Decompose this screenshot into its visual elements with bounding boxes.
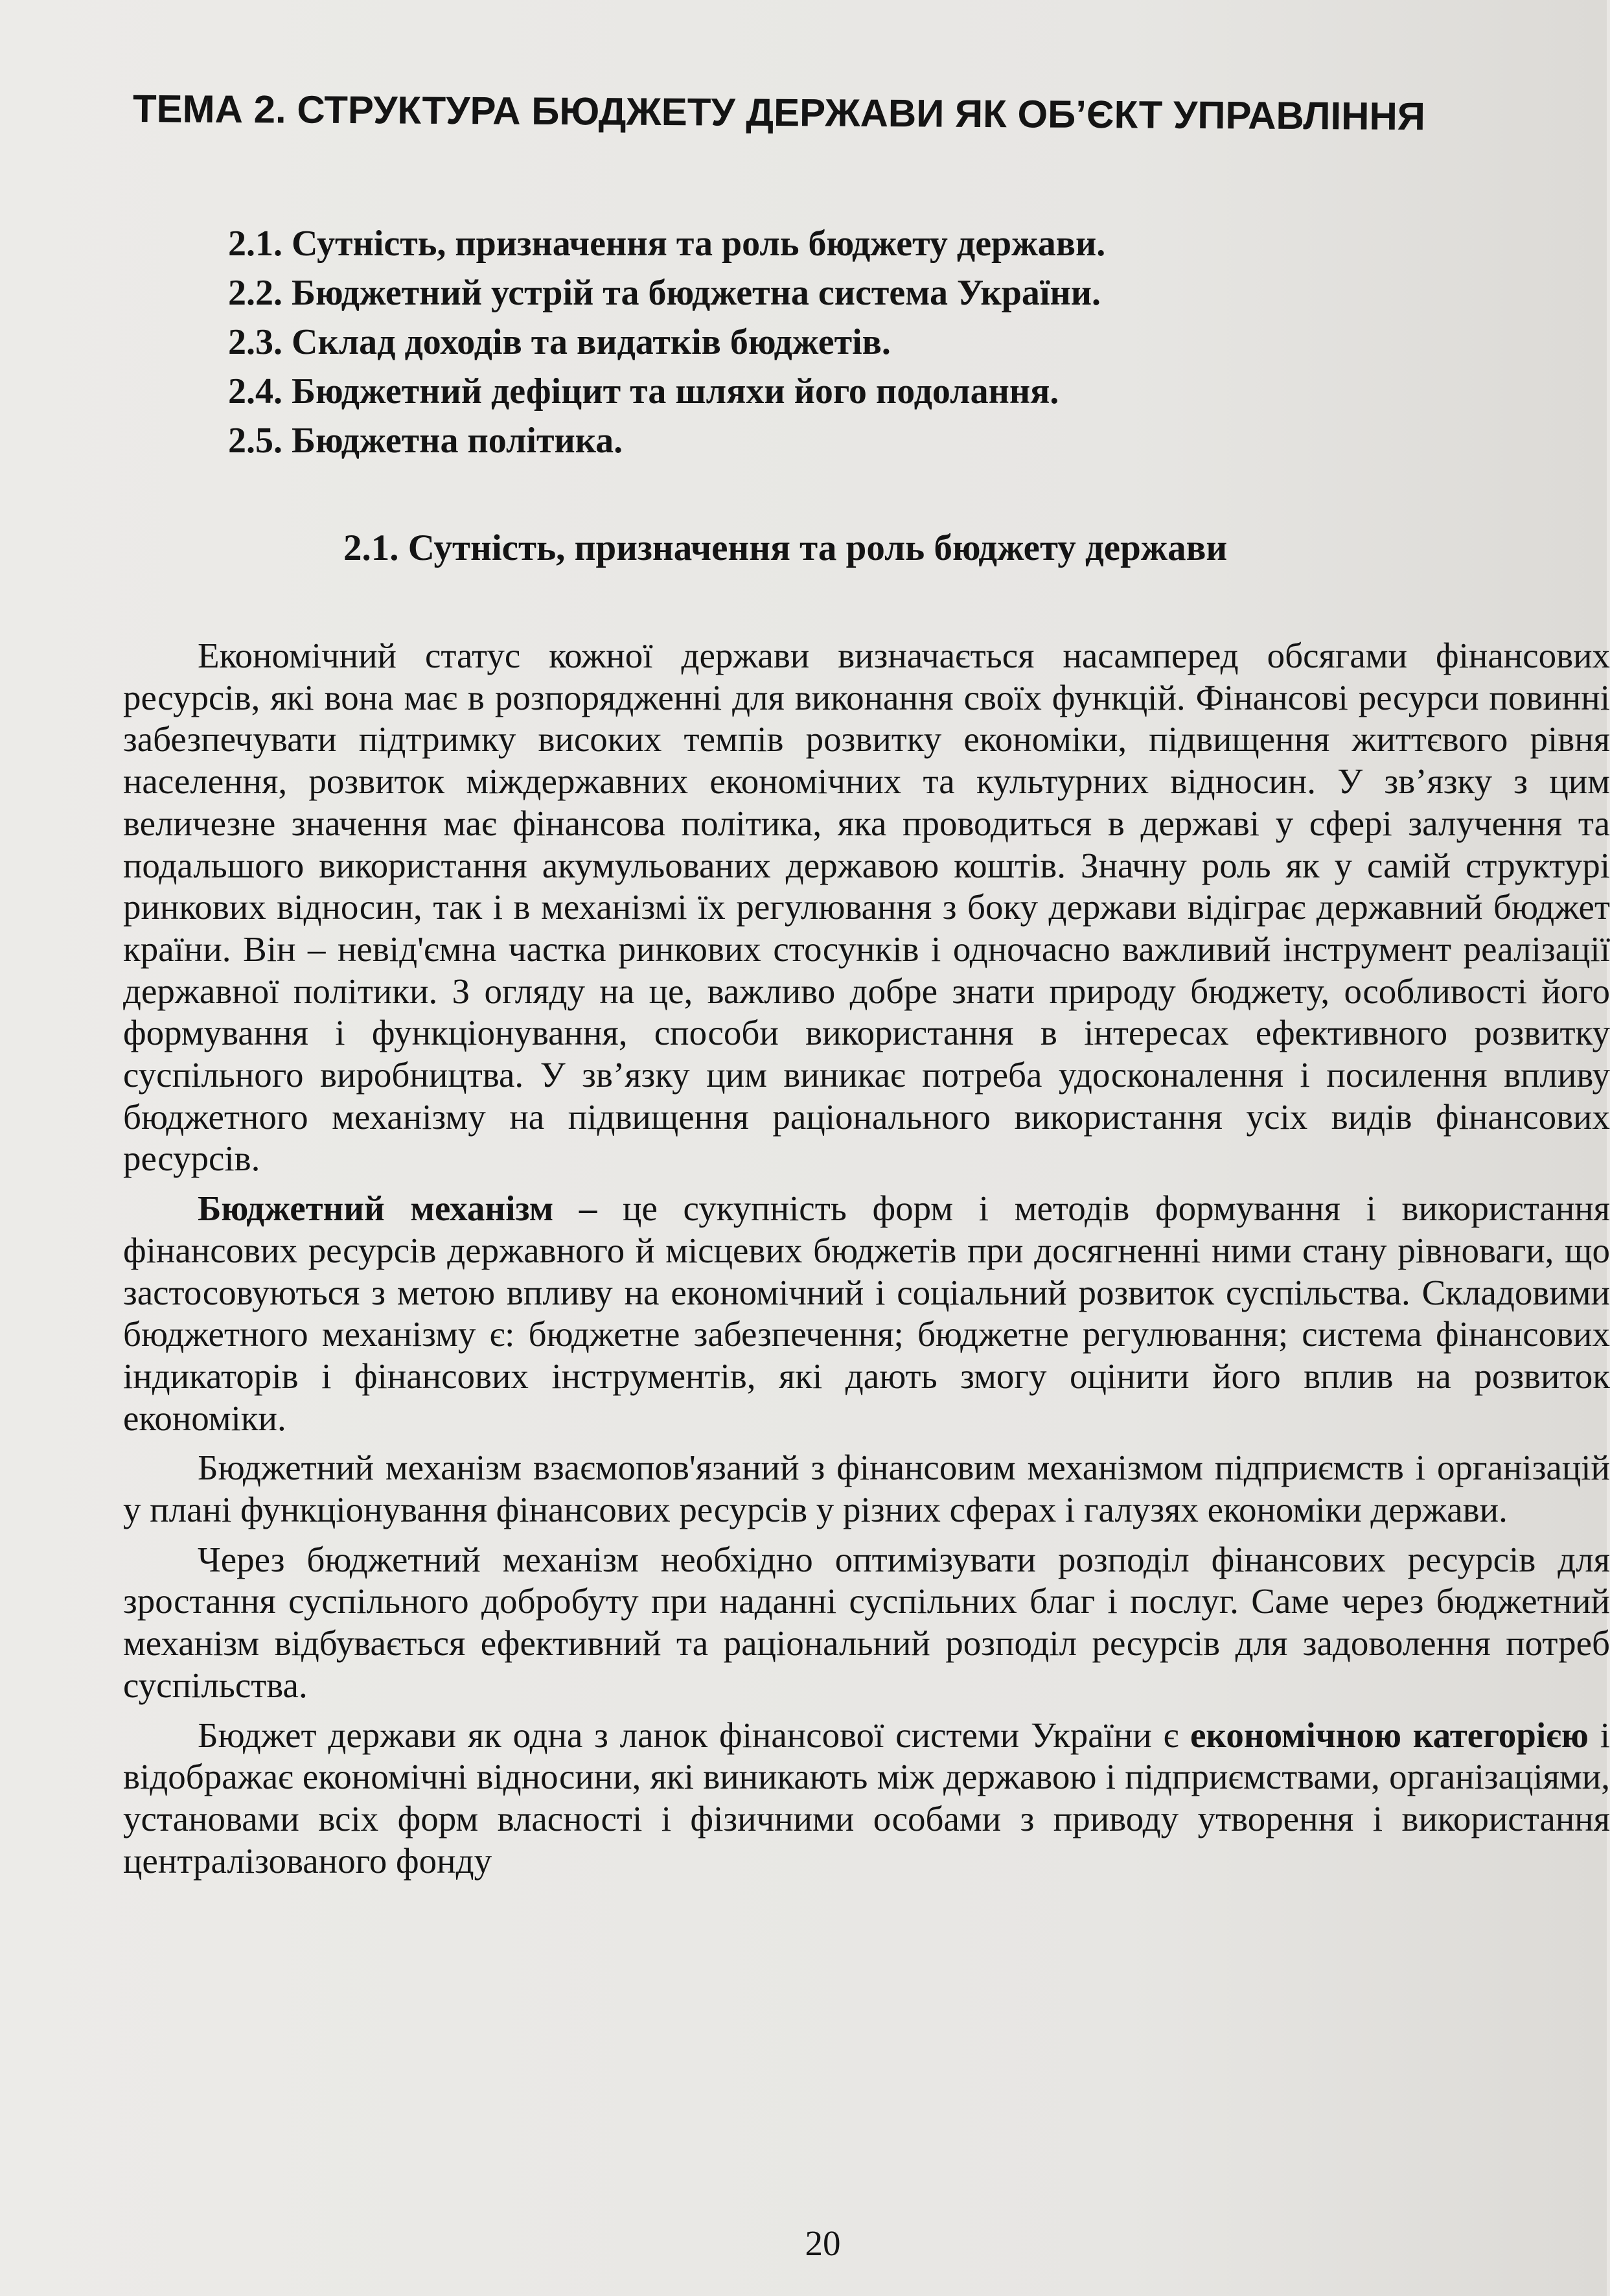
- paragraph: Через бюджетний механізм необхідно оптимізувати розподіл фінансових ресурсів для зростання суспільного добробуту при наданні суспільних благ і послуг. Саме через бюджетний механізм відбувається ефективний та раціональний розподіл ресурсів для задоволення потреб суспільства.: [123, 1539, 1610, 1705]
- paragraph-text: і відображає економічні відносини, які виникають між державою і підприємствами, організаціями, установами всіх форм власності і фізичними особами з приводу утворення і використання централізованого фонду: [123, 1715, 1610, 1881]
- page-number: 20: [805, 2223, 841, 2263]
- toc-item: 2.5. Бюджетна політика.: [228, 421, 623, 461]
- table-of-contents: [228, 219, 1105, 465]
- toc-item: 2.1. Сутність, призначення та роль бюджету держави.: [228, 224, 1106, 264]
- paragraph-text: Бюджет держави як одна з ланок фінансової системи України є: [198, 1715, 1191, 1755]
- paragraph: [123, 1715, 1610, 1883]
- paragraph: Бюджетний механізм взаємопов'язаний з фінансовим механізмом підприємств і організацій у плані функціонування фінансових ресурсів у різних сферах і галузях економіки держави.: [123, 1448, 1610, 1530]
- toc-item: 2.4. Бюджетний дефіцит та шляхи його подолання.: [228, 371, 1059, 412]
- toc-item: 2.3. Склад доходів та видатків бюджетів.: [228, 322, 891, 362]
- paragraph-text: це сукупність форм і методів формування і використання фінансових ресурсів державного й місцевих бюджетів при досягненні ними стану рівноваги, що застосовуються з метою впливу на економічний і соціальний розвиток суспільства. Складовими бюджетного механізму є: бюджетне забезпечення; бюджетне регулювання; система фінансових індикаторів і фінансових інструментів, які дають змогу оцінити його вплив на розвиток економіки.: [123, 1189, 1610, 1438]
- paragraph: Економічний статус кожної держави визначається насамперед обсягами фінансових ресурсів, які вона має в розпорядженні для виконання своїх функцій. Фінансові ресурси повинні забезпечувати підтримку високих темпів розвитку економіки, підвищення життєвого рівня населення, розвиток міждержавних економічних та культурних відносин. У зв’язку з цим величезне значення має фінансова політика, яка проводиться в державі у сфері залучення та подальшого використання акумульованих державою коштів. Значну роль як у самій структурі ринкових відносин, так і в механізмі їх регулювання з боку держави відіграє державний бюджет країни. Він – невід'ємна частка ринкових стосунків і одночасно важливий інструмент реалізації державної політики. З огляду на це, важливо добре знати природу бюджету, особливості його формування і функціонування, способи використання в інтересах ефективного розвитку суспільного виробництва. У зв’язку цим виникає потреба удосконалення і посилення впливу бюджетного механізму на підвищення раціонального використання усіх видів фінансових ресурсів.: [123, 636, 1610, 1179]
- chapter-title: ТЕМА 2. СТРУКТУРА БЮДЖЕТУ ДЕРЖАВИ ЯК ОБ’ЄКТ УПРАВЛІННЯ: [132, 87, 1426, 139]
- section-title: 2.1. Сутність, призначення та роль бюджету держави: [343, 528, 1228, 568]
- paragraph: [123, 1188, 1610, 1439]
- term-budget-mechanism: Бюджетний механізм –: [198, 1189, 597, 1229]
- toc-item: 2.2. Бюджетний устрій та бюджетна система України.: [228, 273, 1101, 313]
- body-text: [123, 635, 1610, 1882]
- term-economic-category: економічною категорією: [1190, 1715, 1589, 1755]
